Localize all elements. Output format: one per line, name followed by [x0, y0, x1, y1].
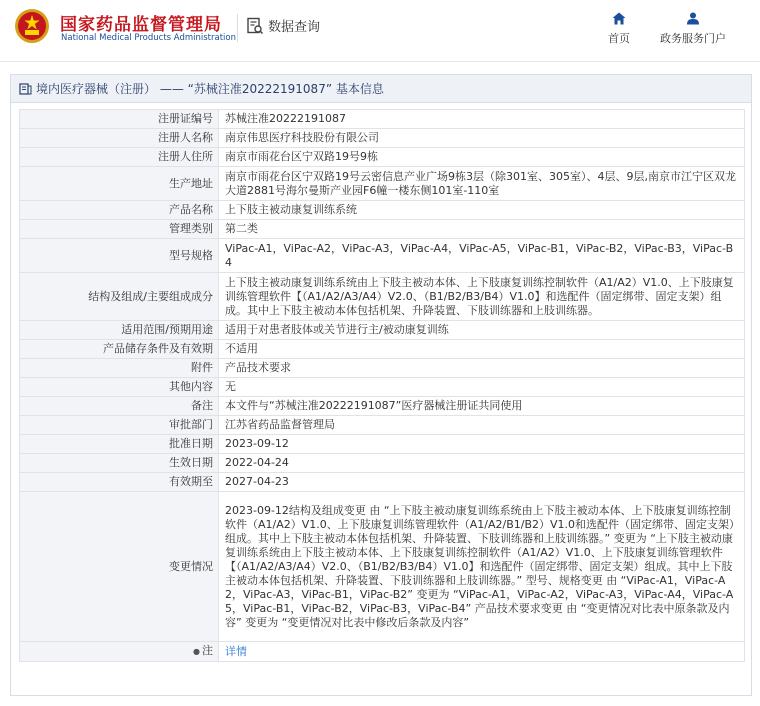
row-label: 有效期至	[20, 473, 219, 492]
row-label: 产品名称	[20, 201, 219, 220]
row-value: 上下肢主被动康复训练系统由上下肢主被动本体、上下肢康复训练控制软件（A1/A2）V1.0、上下肢康复训练管理软件【（A1/A2/A3/A4）V2.0、（B1/B2/B3/B4）V1.0】和选配件（固定绑带、固定支架）组成。其中上下肢主被动本体包括机架、升降装置、下肢训练器和上肢训练器。	[219, 273, 745, 321]
details-link[interactable]: 详情	[225, 644, 247, 658]
row-label: 注册人住所	[20, 148, 219, 167]
info-row	[20, 239, 745, 273]
row-value: 本文件与“苏械注准20222191087”医疗器械注册证共同使用	[219, 397, 745, 416]
row-label: 审批部门	[20, 416, 219, 435]
info-row	[20, 492, 745, 642]
row-value: 2023-09-12结构及组成变更 由 “上下肢主被动康复训练系统由上下肢主被动本体、上下肢康复训练控制软件（A1/A2）V1.0、上下肢康复训练管理软件（A1/A2/B1/B2）V1.0和选配件（固定绑带、固定支架）组成。其中上下肢主被动本体包括机架、升降装置、下肢训练器和上肢训练器。” 变更为 “上下肢主被动康复训练系统由上下肢主被动本体、上下肢康复训练控制软件（A1/A2）V1.0、上下肢康复训练管理软件【（A1/A2/A3/A4）V2.0、（B1/B2/B3/B4）V1.0】和选配件（固定绑带、固定支架）组成。其中上下肢主被动本体包括机架、升降装置、下肢训练器和上肢训练器。” 型号、规格变更 由 “ViPac-A1，ViPac-A2，ViPac-A3，ViPac-B1，ViPac-B2” 变更为 “ViPac-A1，ViPac-A2，ViPac-A3，ViPac-A4，ViPac-A5，ViPac-B1，ViPac-B2，ViPac-B3，ViPac-B4” 产品技术要求变更 由 “变更情况对比表中原条款及内容” 变更为 “变更情况对比表中修改后条款及内容”	[219, 492, 745, 642]
info-row	[20, 273, 745, 321]
row-value: 适用于对患者肢体或关节进行主/被动康复训练	[219, 321, 745, 340]
row-value: 不适用	[219, 340, 745, 359]
row-label: 批准日期	[20, 435, 219, 454]
header-divider	[237, 14, 238, 42]
info-row	[20, 167, 745, 201]
row-value: 南京伟思医疗科技股份有限公司	[219, 129, 745, 148]
note-value-cell	[219, 642, 745, 662]
nav-portal-label: 政务服务门户	[660, 32, 726, 45]
info-row	[20, 454, 745, 473]
row-value: ViPac-A1，ViPac-A2，ViPac-A3，ViPac-A4，ViPac-A5，ViPac-B1，ViPac-B2，ViPac-B3，ViPac-B4	[219, 239, 745, 273]
row-value: 第二类	[219, 220, 745, 239]
row-label: 生效日期	[20, 454, 219, 473]
row-value: 2027-04-23	[219, 473, 745, 492]
data-query-section[interactable]	[246, 16, 320, 35]
home-icon	[612, 12, 626, 25]
note-label: 注	[202, 644, 213, 657]
info-row	[20, 110, 745, 129]
panel-title-bar	[11, 75, 751, 103]
row-label: 备注	[20, 397, 219, 416]
row-label: 附件	[20, 359, 219, 378]
row-value: 无	[219, 378, 745, 397]
row-value: 产品技术要求	[219, 359, 745, 378]
nav-service-portal[interactable]	[660, 12, 726, 46]
row-label: 生产地址	[20, 167, 219, 201]
device-info-table	[19, 109, 745, 662]
row-value: 上下肢主被动康复训练系统	[219, 201, 745, 220]
info-row	[20, 435, 745, 454]
row-label: 注册证编号	[20, 110, 219, 129]
document-icon	[19, 83, 32, 95]
nav-home[interactable]	[608, 12, 630, 46]
row-label: 适用范围/预期用途	[20, 321, 219, 340]
info-row	[20, 129, 745, 148]
user-icon	[686, 12, 700, 25]
info-row	[20, 359, 745, 378]
row-value: 江苏省药品监督管理局	[219, 416, 745, 435]
info-row	[20, 473, 745, 492]
info-row	[20, 220, 745, 239]
row-label: 管理类别	[20, 220, 219, 239]
row-label: 结构及组成/主要组成成分	[20, 273, 219, 321]
site-header	[0, 0, 760, 62]
document-search-icon	[246, 17, 264, 35]
info-row	[20, 378, 745, 397]
row-label: 型号规格	[20, 239, 219, 273]
info-row	[20, 201, 745, 220]
site-subtitle: National Medical Products Administration	[61, 33, 236, 43]
row-value: 苏械注准20222191087	[219, 110, 745, 129]
note-row	[20, 642, 745, 662]
pin-icon: ●	[193, 647, 200, 656]
nav-home-label: 首页	[608, 32, 630, 45]
national-emblem-icon	[14, 8, 50, 44]
note-label-cell	[20, 642, 219, 662]
info-row	[20, 416, 745, 435]
row-value: 南京市雨花台区宁双路19号云密信息产业广场9栋3层（除301室、305室）、4层、9层,南京市江宁区双龙大道2881号海尔曼斯产业园F6幢一楼东侧101室-110室	[219, 167, 745, 201]
info-row	[20, 148, 745, 167]
row-value: 南京市雨花台区宁双路19号9栋	[219, 148, 745, 167]
panel-title: 境内医疗器械（注册） —— “苏械注准20222191087” 基本信息	[36, 82, 384, 96]
row-label: 变更情况	[20, 492, 219, 642]
row-label: 注册人名称	[20, 129, 219, 148]
info-row	[20, 321, 745, 340]
row-value: 2023-09-12	[219, 435, 745, 454]
info-row	[20, 397, 745, 416]
row-label: 产品储存条件及有效期	[20, 340, 219, 359]
row-value: 2022-04-24	[219, 454, 745, 473]
site-title: 国家药品监督管理局	[60, 15, 222, 35]
info-panel	[10, 74, 752, 696]
info-row	[20, 340, 745, 359]
data-query-label: 数据查询	[268, 20, 321, 35]
row-label: 其他内容	[20, 378, 219, 397]
